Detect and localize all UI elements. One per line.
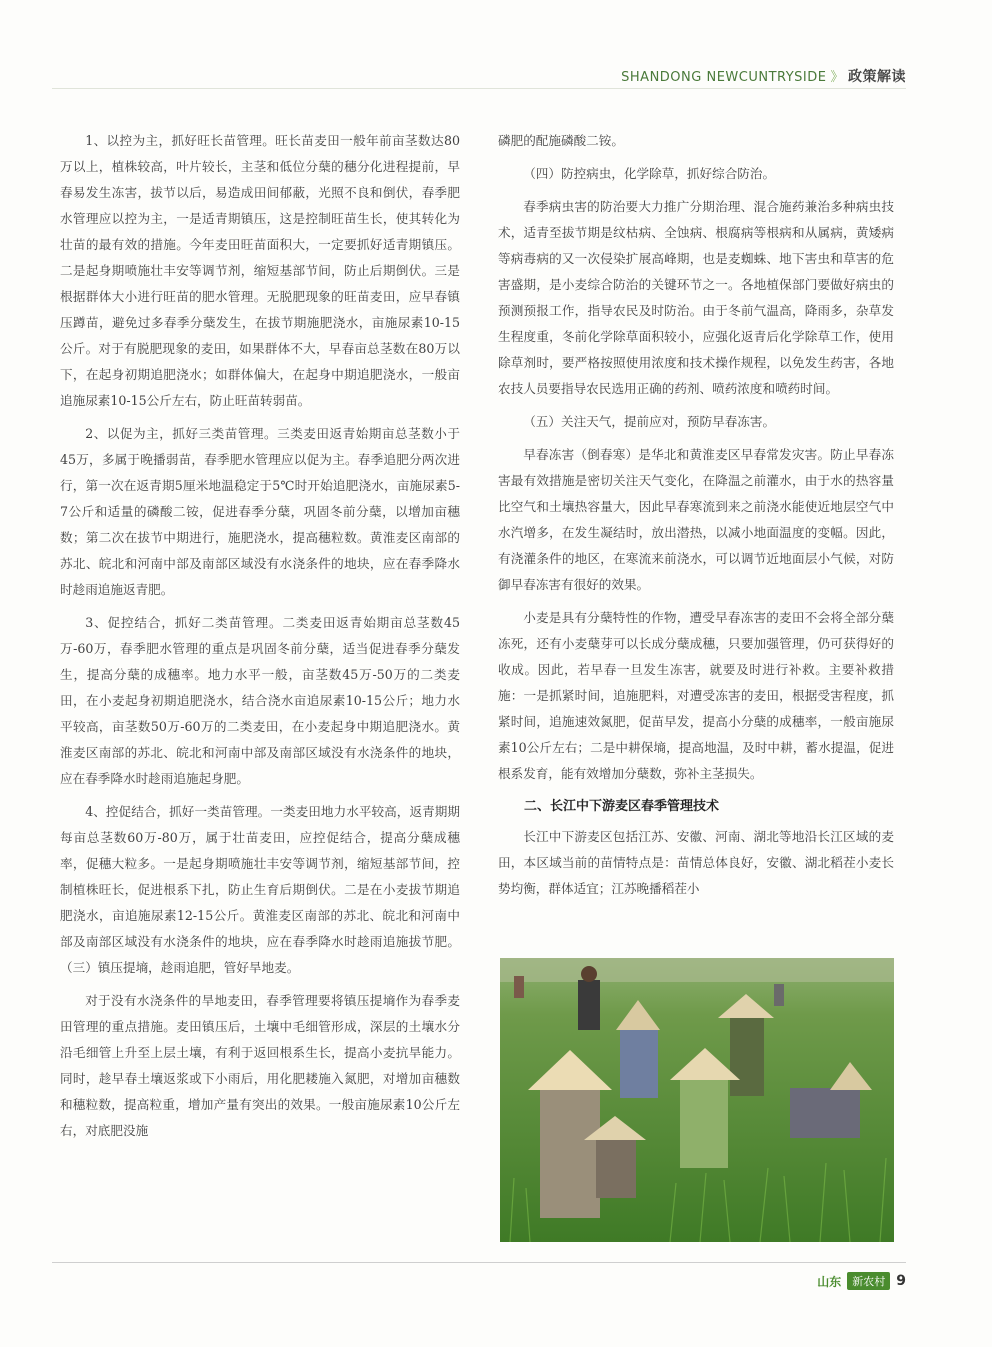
paragraph: （四）防控病虫，化学除草，抓好综合防治。 [523, 166, 776, 181]
right-column [498, 128, 894, 909]
header-divider [52, 88, 906, 89]
photo-illustration [500, 958, 894, 1242]
paragraph: 长江中下游麦区包括江苏、安徽、河南、湖北等地沿长江区域的麦田，本区域当前的苗情特点是：苗情总体良好，安徽、湖北稻茬小麦长势均衡，群体适宜；江苏晚播稻茬小 [498, 829, 894, 896]
section-heading: 二、长江中下游麦区春季管理技术 [524, 799, 720, 814]
footer-divider [52, 1262, 906, 1263]
paragraph: 2、以促为主，抓好三类苗管理。三类麦田返青始期亩总茎数小于45万，多属于晚播弱苗，春季肥水管理应以促为主。春季追肥分两次进行，第一次在返青期5厘米地温稳定于5℃时开始追肥浇水，亩施尿素5-7公斤和适量的磷酸二铵，促进春季分蘖，巩固冬前分蘖，以增加亩穗数；第二次在拔节中期进行，施肥浇水，提高穗粒数。黄淮麦区南部的苏北、皖北和河南中部及南部区域没有水浇条件的地块，应在春季降水时趁雨追施返青肥。 [60, 426, 460, 597]
running-header [621, 66, 906, 86]
paragraph: 1、以控为主，抓好旺长苗管理。旺长苗麦田一般年前亩茎数达80万以上，植株较高，叶片较长，主茎和低位分蘖的穗分化进程提前，早春易发生冻害，拔节以后，易造成田间郁蔽，光照不良和倒伏，春季肥水管理应以控为主，一是适青期镇压，这是控制旺苗生长，使其转化为壮苗的最有效的措施。今年麦田旺苗面积大，一定要抓好适青期镇压。二是起身期喷施壮丰安等调节剂，缩短基部节间，防止后期倒伏。三是根据群体大小进行旺苗的肥水管理。无脱肥现象的旺苗麦田，应早春镇压蹲苗，避免过多春季分蘖发生，在拔节期施肥浇水，亩施尿素10-15公斤。对于有脱肥现象的麦田，如果群体不大，早春亩总茎数在80万以下，在起身初期追肥浇水；如群体偏大，在起身中期追肥浇水，一般亩追施尿素10-15公斤左右，防止旺苗转弱苗。 [60, 133, 460, 408]
paragraph: 对于没有水浇条件的旱地麦田，春季管理要将镇压提墒作为春季麦田管理的重点措施。麦田镇压后，土壤中毛细管形成，深层的土壤水分沿毛细管上升至上层土壤，有利于返回根系生长，提高小麦抗旱能力。同时，趁早春土壤返浆或下小雨后，用化肥耧施入氮肥，对增加亩穗数和穗粒数，提高粒重，增加产量有突出的效果。一般亩施尿素10公斤左右，对底肥没施 [60, 993, 460, 1138]
paragraph: 春季病虫害的防治要大力推广分期治理、混合施药兼治多种病虫技术，适青至拔节期是纹枯病、全蚀病、根腐病等根病和从属病，黄矮病等病毒病的又一次侵染扩展高峰期，也是麦蜘蛛、地下害虫和草害的危害盛期，是小麦综合防治的关键环节之一。各地植保部门要做好病虫的预测预报工作，指导农民及时防治。由于冬前气温高，降雨多，杂草发生程度重，冬前化学除草面积较小，应强化返青后化学除草工作，使用除草剂时，要严格按照使用浓度和技术操作规程，以免发生药害，各地农技人员要指导农民选用正确的药剂、喷药浓度和喷药时间。 [498, 199, 894, 396]
paragraph: 4、控促结合，抓好一类苗管理。一类麦田地力水平较高，返青期期每亩总茎数60万-80万，属于壮苗麦田，应控促结合，提高分蘖成穗率，促穗大粒多。一是起身期喷施壮丰安等调节剂，缩短基部节间，控制植株旺长，促进根系下扎，防止生育后期倒伏。二是在小麦拔节期追肥浇水，亩追施尿素12-15公斤。黄淮麦区南部的苏北、皖北和河南中部及南部区域没有水浇条件的地块，应在春季降水时趁雨追施拔节肥。 （三）镇压提墒，趁雨追肥，管好旱地麦。 [60, 804, 460, 975]
footer-tag: 新农村 [847, 1272, 890, 1290]
section-title: 政策解读 [848, 69, 906, 85]
paragraph: （五）关注天气，提前应对，预防早春冻害。 [523, 414, 776, 429]
left-column [60, 128, 460, 1151]
farmers-field-photo [500, 958, 894, 1242]
footer-brand: 山东 [817, 1274, 842, 1289]
paragraph: 小麦是具有分蘖特性的作物，遭受早春冻害的麦田不会将全部分蘖冻死，还有小麦蘖芽可以长成分蘖成穗，只要加强管理，仍可获得好的收成。因此，若早春一旦发生冻害，就要及时进行补救。主要补救措施：一是抓紧时间，追施肥料，对遭受冻害的麦田，根据受害程度，抓紧时间，追施速效氮肥，促苗早发，提高小分蘖的成穗率，一般亩施尿素10公斤左右；二是中耕保墒，提高地温，及时中耕，蓄水提温，促进根系发育，能有效增加分蘖数，弥补主茎损失。 [498, 610, 894, 781]
paragraph: 3、促控结合，抓好二类苗管理。二类麦田返青始期亩总茎数45万-60万，春季肥水管理的重点是巩固冬前分蘖，适当促进春季分蘖发生，提高分蘖的成穗率。地力水平一般，亩茎数45万-50万的二类麦田，在小麦起身初期追肥浇水，结合浇水亩追尿素10-15公斤；地力水平较高，亩茎数50万-60万的二类麦田，在小麦起身中期追肥浇水。黄淮麦区南部的苏北、皖北和河南中部及南部区域没有水浇条件的地块，应在春季降水时趁雨追施起身肥。 [60, 615, 460, 786]
page-footer [817, 1272, 906, 1290]
page-number: 9 [896, 1273, 906, 1289]
header-separator: 》 [830, 70, 844, 85]
paragraph: 早春冻害（倒春寒）是华北和黄淮麦区早春常发灾害。防止早春冻害最有效措施是密切关注天气变化，在降温之前灌水，由于水的热容量比空气和土壤热容量大，因此早春寒流到来之前浇水能使近地层空气中水汽增多，在发生凝结时，放出潜热，以减小地面温度的变幅。因此，有浇灌条件的地区，在寒流来前浇水，可以调节近地面层小气候，对防御早春冻害有很好的效果。 [498, 447, 894, 592]
paragraph: 磷肥的配施磷酸二铵。 [498, 133, 624, 148]
magazine-name: SHANDONG NEWCUNTRYSIDE [621, 70, 827, 85]
